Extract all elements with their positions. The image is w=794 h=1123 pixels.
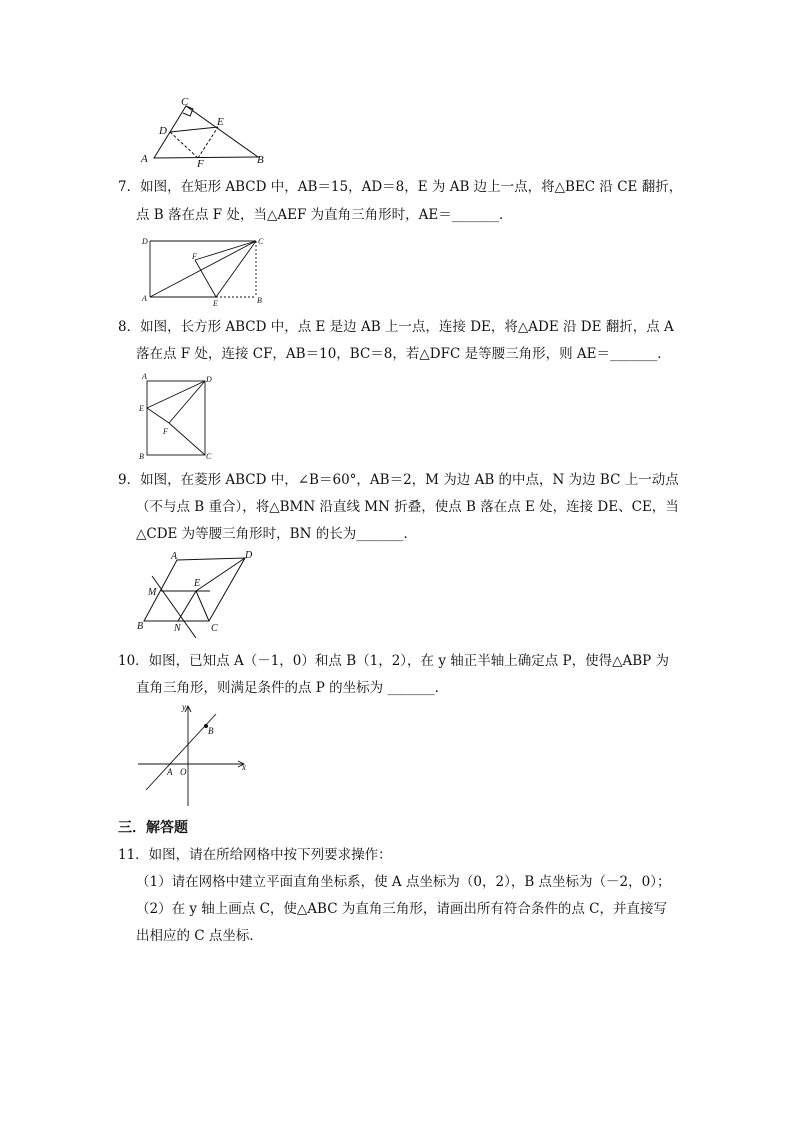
label-B: B [139, 452, 144, 461]
label-D: D [206, 375, 212, 384]
label-E: E [194, 578, 201, 589]
label-F: F [163, 427, 168, 436]
label-D: D [142, 237, 148, 246]
label-D: D [159, 125, 167, 137]
label-N: N [174, 623, 181, 634]
label-A: A [167, 767, 173, 777]
rectangle-figure-q8 [136, 371, 216, 463]
q10-line1: 10．如图，已知点 A（－1，0）和点 B（1，2），在 y 轴正半轴上确定点 P，使得△ABP 为 [118, 653, 670, 669]
label-E: E [139, 404, 144, 413]
label-B: B [208, 726, 214, 736]
label-B: B [137, 621, 144, 632]
label-B: B [257, 296, 262, 305]
q8-line2: 落在点 F 处，连接 CF，AB＝10，BC＝8，若△DFC 是等腰三角形，则 AE＝_______． [136, 346, 671, 362]
label-F: F [197, 158, 204, 170]
q7-line2: 点 B 落在点 F 处，当△AEF 为直角三角形时，AE＝_______． [136, 207, 513, 223]
label-F: F [192, 252, 197, 261]
label-B: B [257, 154, 264, 166]
label-A: A [171, 551, 178, 562]
label-O: O [180, 767, 187, 777]
q11-line1: 11．如图，请在所给网格中按下列要求操作： [118, 847, 392, 863]
q11-line3: （2）在 y 轴上画点 C，使△ABC 为直角三角形，请画出所有符合条件的点 C，并直接写 [136, 901, 667, 917]
label-A: A [142, 372, 147, 381]
label-D: D [245, 550, 253, 561]
q10-line2: 直角三角形，则满足条件的点 P 的坐标为 _______． [136, 680, 449, 696]
label-C: C [211, 623, 218, 634]
rhombus-figure-q9 [134, 548, 264, 640]
label-x: x [242, 762, 246, 772]
label-C: C [181, 96, 189, 108]
label-E: E [217, 116, 224, 128]
label-M: M [148, 587, 157, 598]
label-A: A [142, 294, 147, 303]
label-C: C [206, 452, 212, 461]
q11-line2: （1）请在网格中建立平面直角坐标系，使 A 点坐标为（0，2），B 点坐标为（－2，0）； [136, 874, 671, 890]
label-A: A [141, 153, 148, 165]
q7-line1: 7．如图，在矩形 ABCD 中，AB＝15，AD＝8，E 为 AB 边上一点，将△BEC 沿 CE 翻折， [118, 179, 683, 195]
q9-line2: （不与点 B 重合），将△BMN 沿直线 MN 折叠，使点 B 落在点 E 处，连接 DE、CE，当 [136, 499, 679, 515]
section-title-answer-questions: 三．解答题 [118, 820, 188, 836]
triangle-figure-top [136, 95, 276, 170]
label-y: y [182, 702, 186, 712]
coordinate-figure-q10 [134, 700, 254, 810]
q9-line1: 9．如图，在菱形 ABCD 中，∠B＝60°，AB＝2，M 为边 AB 的中点，N 为边 BC 上一动点 [118, 472, 679, 488]
label-E: E [213, 299, 218, 308]
label-C: C [258, 237, 264, 246]
rectangle-figure-q7 [140, 233, 270, 307]
q11-line4: 出相应的 C 点坐标． [136, 928, 263, 944]
q8-line1: 8．如图，长方形 ABCD 中，点 E 是边 AB 上一点，连接 DE，将△ADE 沿 DE 翻折，点 A [118, 319, 674, 335]
q9-line3: △CDE 为等腰三角形时，BN 的长为_______． [136, 526, 417, 542]
